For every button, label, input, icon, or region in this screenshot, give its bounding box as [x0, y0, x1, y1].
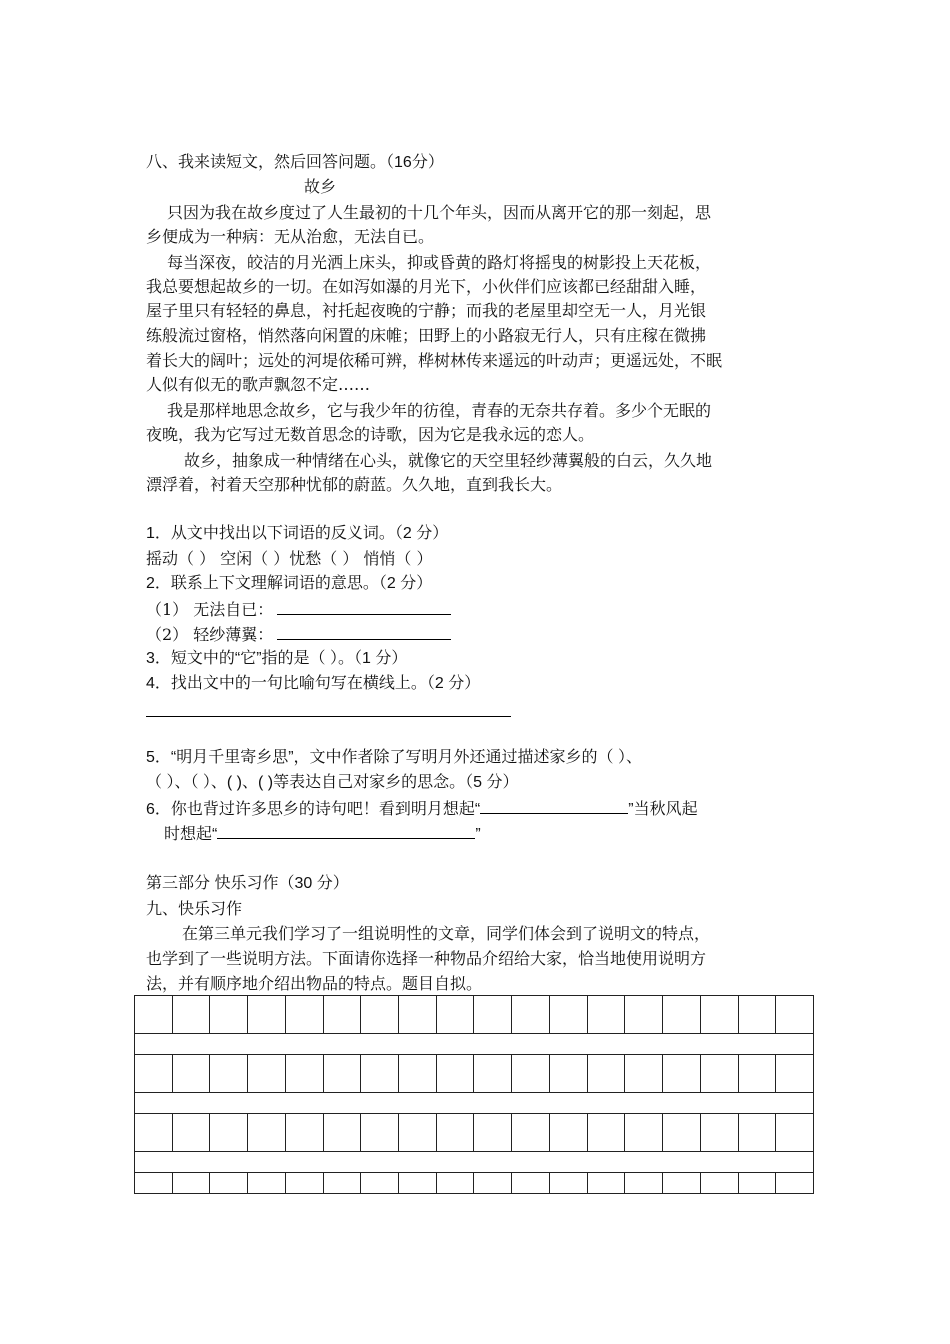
- question-1: 1．从文中找出以下词语的反义词。（2 分）: [146, 525, 449, 542]
- grid-cell[interactable]: [739, 1055, 777, 1092]
- composition-prompt-line-1: 在第三单元我们学习了一组说明性的文章，同学们体会到了说明文的特点，: [182, 924, 711, 943]
- section-9-heading: 九、快乐习作: [146, 899, 243, 918]
- grid-cell[interactable]: [663, 1055, 701, 1092]
- grid-cell[interactable]: [625, 996, 663, 1033]
- grid-cell[interactable]: [135, 1114, 173, 1151]
- para-2-line-2: 我总要想起故乡的一切。在如泻如瀑的月光下，小伙伴们应该都已经甜甜入睡，: [146, 277, 707, 296]
- para-1-line-1: 只因为我在故乡度过了人生最初的十几个年头，因而从离开它的那一刻起，思: [167, 203, 712, 222]
- para-2-line-3: 屋子里只有轻轻的鼻息，衬托起夜晚的宁静；而我的老屋里却空无一人，月光银: [146, 301, 707, 320]
- part-3-heading: 第三部分 快乐习作（30 分）: [146, 875, 349, 892]
- grid-cell[interactable]: [701, 1173, 739, 1193]
- para-2-line-4: 练般流过窗格，悄然落向闲置的床帷；田野上的小路寂无行人，只有庄稼在微拂: [146, 326, 707, 345]
- grid-cell[interactable]: [286, 1055, 324, 1092]
- grid-cell[interactable]: [550, 1114, 588, 1151]
- grid-cell[interactable]: [739, 1173, 777, 1193]
- heading-text: 八、我来读短文，然后回答问题。（: [146, 152, 395, 171]
- grid-row-4[interactable]: [135, 1173, 813, 1193]
- grid-cell[interactable]: [701, 1114, 739, 1151]
- grid-cell[interactable]: [474, 996, 512, 1033]
- grid-cell[interactable]: [512, 996, 550, 1033]
- grid-cell[interactable]: [173, 1173, 211, 1193]
- grid-cell[interactable]: [173, 1055, 211, 1092]
- question-4: 4．找出文中的一句比喻句写在横线上。（2 分）: [146, 675, 481, 692]
- grid-cell[interactable]: [588, 1055, 626, 1092]
- question-2-1: [146, 598, 451, 621]
- grid-cell[interactable]: [437, 1114, 475, 1151]
- grid-cell[interactable]: [248, 1055, 286, 1092]
- grid-cell[interactable]: [512, 1055, 550, 1092]
- passage-title: 故乡: [304, 177, 337, 196]
- para-3-line-2: 夜晚，我为它写过无数首思念的诗歌，因为它是我永远的恋人。: [146, 425, 595, 444]
- question-2: 2．联系上下文理解词语的意思。（2 分）: [146, 575, 433, 592]
- grid-cell[interactable]: [550, 996, 588, 1033]
- composition-writing-grid[interactable]: [134, 995, 814, 1194]
- q6-text-b: ”当秋风起: [628, 801, 698, 818]
- q6-text-d: ”: [475, 826, 481, 843]
- composition-prompt-line-3: 法，并有顺序地介绍出物品的特点。题目自拟。: [146, 974, 483, 993]
- grid-cell[interactable]: [437, 1173, 475, 1193]
- grid-cell[interactable]: [663, 1114, 701, 1151]
- grid-cell[interactable]: [663, 1173, 701, 1193]
- grid-cell[interactable]: [776, 996, 813, 1033]
- grid-cell[interactable]: [248, 996, 286, 1033]
- grid-row-1[interactable]: [135, 996, 813, 1033]
- grid-cell[interactable]: [399, 1173, 437, 1193]
- grid-cell[interactable]: [248, 1173, 286, 1193]
- grid-cell[interactable]: [588, 996, 626, 1033]
- grid-cell[interactable]: [210, 1114, 248, 1151]
- q4-answer-line[interactable]: [146, 716, 511, 717]
- grid-cell[interactable]: [399, 996, 437, 1033]
- grid-cell[interactable]: [474, 1055, 512, 1092]
- grid-cell[interactable]: [588, 1173, 626, 1193]
- grid-cell[interactable]: [210, 1173, 248, 1193]
- grid-cell[interactable]: [663, 996, 701, 1033]
- grid-cell[interactable]: [739, 996, 777, 1033]
- question-6-line-2: [164, 822, 481, 846]
- grid-cell[interactable]: [210, 996, 248, 1033]
- grid-cell[interactable]: [361, 1114, 399, 1151]
- grid-cell[interactable]: [210, 1055, 248, 1092]
- para-4-line-1: 故乡，抽象成一种情绪在心头，就像它的天空里轻纱薄翼般的白云，久久地: [184, 451, 713, 470]
- q2-2-label: （2） 轻纱薄翼：: [146, 625, 274, 644]
- para-1-line-2: 乡便成为一种病：无从治愈，无法自已。: [146, 227, 435, 246]
- grid-cell[interactable]: [173, 996, 211, 1033]
- grid-row-2[interactable]: [135, 1055, 813, 1092]
- grid-cell[interactable]: [701, 1055, 739, 1092]
- grid-cell[interactable]: [324, 1055, 362, 1092]
- composition-prompt-line-2: 也学到了一些说明方法。下面请你选择一种物品介绍给大家，恰当地使用说明方: [146, 949, 707, 968]
- q2-1-label: （1） 无法自已：: [146, 600, 274, 619]
- para-2-line-6: 人似有似无的歌声飘忽不定……: [146, 375, 371, 394]
- grid-cell[interactable]: [286, 996, 324, 1033]
- grid-cell[interactable]: [512, 1114, 550, 1151]
- question-3: 3．短文中的“它”指的是（ ）。（1 分）: [146, 650, 408, 667]
- grid-cell[interactable]: [324, 996, 362, 1033]
- grid-cell[interactable]: [550, 1055, 588, 1092]
- grid-row-3[interactable]: [135, 1114, 813, 1151]
- grid-cell[interactable]: [135, 1055, 173, 1092]
- grid-cell[interactable]: [625, 1114, 663, 1151]
- grid-cell[interactable]: [739, 1114, 777, 1151]
- grid-cell[interactable]: [324, 1173, 362, 1193]
- grid-cell[interactable]: [550, 1173, 588, 1193]
- para-3-line-1: 我是那样地思念故乡，它与我少年的彷徨，青春的无奈共存着。多少个无眠的: [167, 401, 712, 420]
- grid-cell[interactable]: [248, 1114, 286, 1151]
- q2-2-answer-line[interactable]: [277, 623, 451, 640]
- grid-spacer: [135, 1151, 813, 1173]
- question-2-2: [146, 623, 451, 646]
- grid-cell[interactable]: [399, 1055, 437, 1092]
- grid-cell[interactable]: [512, 1173, 550, 1193]
- grid-cell[interactable]: [588, 1114, 626, 1151]
- section-8-heading: [146, 151, 444, 174]
- grid-cell[interactable]: [474, 1173, 512, 1193]
- grid-cell[interactable]: [173, 1114, 211, 1151]
- grid-cell[interactable]: [399, 1114, 437, 1151]
- grid-cell[interactable]: [776, 1173, 813, 1193]
- question-5-line-2: （ ）、（ ）、( )、( )等表达自己对家乡的思念。（5 分）: [146, 774, 519, 791]
- q6-answer-line-1[interactable]: [480, 797, 628, 814]
- question-5-line-1: 5．“明月千里寄乡思”，文中作者除了写明月外还通过描述家乡的（ ）、: [146, 749, 643, 766]
- grid-cell[interactable]: [286, 1173, 324, 1193]
- para-2-line-1: 每当深夜，皎洁的月光洒上床头，抑或昏黄的路灯将摇曳的树影投上天花板，: [167, 253, 712, 272]
- q6-answer-line-2[interactable]: [217, 822, 475, 839]
- grid-spacer: [135, 1033, 813, 1055]
- q6-text-c: 时想起“: [164, 826, 218, 843]
- grid-cell[interactable]: [361, 1055, 399, 1092]
- heading-score: 16: [394, 154, 412, 171]
- question-6-line-1: [146, 797, 698, 821]
- grid-cell[interactable]: [776, 1055, 813, 1092]
- grid-cell[interactable]: [135, 1173, 173, 1193]
- grid-cell[interactable]: [474, 1114, 512, 1151]
- para-4-line-2: 漂浮着，衬着天空那种忧郁的蔚蓝。久久地，直到我长大。: [146, 475, 563, 494]
- grid-cell[interactable]: [361, 996, 399, 1033]
- heading-tail: 分）: [411, 152, 444, 171]
- grid-spacer: [135, 1092, 813, 1114]
- para-2-line-5: 着长大的阔叶；远处的河堤依稀可辨，桦树林传来遥远的叶动声；更遥远处，不眠: [146, 351, 723, 370]
- grid-cell[interactable]: [135, 996, 173, 1033]
- grid-cell[interactable]: [625, 1055, 663, 1092]
- grid-cell[interactable]: [437, 996, 475, 1033]
- grid-cell[interactable]: [437, 1055, 475, 1092]
- grid-cell[interactable]: [701, 996, 739, 1033]
- question-1-items: 摇动（ ） 空闲（ ）忧愁（ ） 悄悄（ ）: [146, 549, 433, 568]
- q2-1-answer-line[interactable]: [277, 598, 451, 615]
- grid-cell[interactable]: [625, 1173, 663, 1193]
- grid-cell[interactable]: [286, 1114, 324, 1151]
- grid-cell[interactable]: [361, 1173, 399, 1193]
- grid-cell[interactable]: [324, 1114, 362, 1151]
- grid-cell[interactable]: [776, 1114, 813, 1151]
- q6-text-a: 6．你也背过许多思乡的诗句吧！看到明月想起“: [146, 801, 481, 818]
